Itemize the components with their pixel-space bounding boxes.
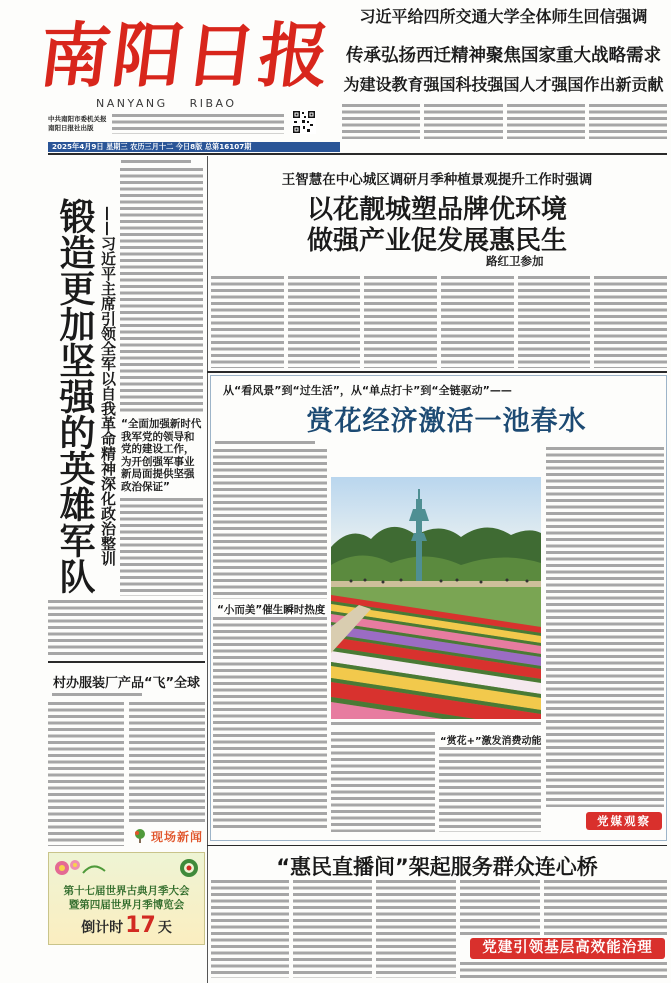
article-body-text xyxy=(507,104,585,139)
article-body-text xyxy=(546,447,664,807)
leaf-icon xyxy=(132,828,148,844)
article-body-text xyxy=(129,702,205,822)
byline-text xyxy=(215,441,315,445)
feature-tag: 党媒观察 xyxy=(586,812,662,830)
article-body-text xyxy=(544,880,667,935)
article-body-text xyxy=(441,276,514,368)
military-story-headline: 锻造更加坚强的英雄军队 xyxy=(54,198,95,594)
article-body-text xyxy=(594,276,667,368)
lead-story-headline-line-1: 传承弘扬西迁精神聚焦国家重大战略需求 xyxy=(346,46,661,66)
section-rule xyxy=(207,845,667,846)
article-body-text xyxy=(120,168,203,414)
ad-decoration xyxy=(53,857,200,879)
lead-story-body xyxy=(342,104,667,139)
article-body-text xyxy=(211,880,289,978)
military-story-subtitle: ——习近平主席引领全军以自我革命精神深化政治整训 xyxy=(99,206,117,566)
rose-story-headline-line-1: 以花靓城塑品牌优环境 xyxy=(306,195,567,225)
article-body-text xyxy=(424,104,502,139)
ad-countdown xyxy=(49,913,204,938)
ad-line-2: 暨第四届世界月季博览会 xyxy=(68,899,185,911)
masthead-organ: 中共南阳市委机关报 xyxy=(48,115,107,123)
military-story-pull-quote: “全面加强新时代我军党的领导和党的建设工作，为开创强军事业新局面提供坚强政治保证” xyxy=(121,418,202,493)
article-body-text xyxy=(460,880,540,935)
article-body-text xyxy=(518,276,591,368)
bottom-story-headline: “惠民直播间”架起服务群众连心桥 xyxy=(276,855,598,879)
lead-story-headline-line-2: 为建设教育强国科技强国人才强国作出新贡献 xyxy=(343,75,664,94)
masthead-info-text xyxy=(112,114,284,134)
feature-subhead-1: “小而美”催生瞬时热度 xyxy=(217,604,326,616)
article-body-text xyxy=(213,617,327,831)
article-body-text xyxy=(439,747,541,832)
section-rule xyxy=(207,371,667,373)
date-bar: 2025年4月9日 星期三 农历三月十二 今日8版 总第16107期 xyxy=(48,142,340,152)
flower-field-photo xyxy=(331,477,541,719)
article-body-text xyxy=(376,880,456,978)
masthead-publisher: 南阳日报社出版 xyxy=(48,124,94,132)
qr-code-icon xyxy=(292,110,316,134)
byline-text xyxy=(121,160,191,164)
article-body-text xyxy=(48,702,124,846)
live-news-logo xyxy=(132,826,205,846)
rose-story-kicker: 王智慧在中心城区调研月季种植景观提升工作时强调 xyxy=(281,172,593,188)
article-body-text xyxy=(293,880,372,978)
village-story-headline: 村办服装厂产品“飞”全球 xyxy=(52,676,201,691)
ad-countdown-unit: 天 xyxy=(157,920,172,936)
masthead-pinyin: NANYANG RIBAO xyxy=(96,97,237,110)
ad-countdown-value: 17 xyxy=(125,913,156,938)
feature-story-box xyxy=(210,375,667,841)
article-body-text xyxy=(211,276,284,368)
article-body-text xyxy=(213,449,327,599)
photo-caption-text xyxy=(331,722,541,726)
feature-headline: 赏花经济激活一池春水 xyxy=(306,406,587,437)
rose-story-attendee: 路红卫参加 xyxy=(486,254,544,268)
feature-kicker: 从“看风景”到“过生活”，从“单点打卡”到“全链驱动”—— xyxy=(223,384,512,397)
article-body-text xyxy=(460,962,667,978)
ad-line-1: 第十七届世界古典月季大会 xyxy=(63,885,190,897)
rose-story-headline-line-2: 做强产业促发展惠民生 xyxy=(306,226,567,256)
article-body-text xyxy=(120,498,203,596)
feature-subhead-2: “赏花+”激发消费动能 xyxy=(440,736,542,747)
article-body-text xyxy=(288,276,361,368)
promo-box[interactable]: 党建引领基层高效能治理 xyxy=(470,938,665,959)
byline-text xyxy=(52,693,142,697)
ad-countdown-prefix: 倒计时 xyxy=(81,920,124,936)
lead-story-kicker: 习近平给四所交通大学全体师生回信强调 xyxy=(359,7,648,26)
article-body-text xyxy=(331,732,435,832)
section-rule xyxy=(48,661,205,663)
live-news-label: 现场新闻 xyxy=(151,829,204,844)
masthead-title: 南阳日报 xyxy=(34,14,338,97)
expo-countdown-ad[interactable] xyxy=(48,852,205,945)
masthead-rule xyxy=(48,153,667,155)
article-body-text xyxy=(342,104,420,139)
article-body-text xyxy=(589,104,667,139)
article-body-text xyxy=(364,276,437,368)
rose-story-body xyxy=(211,276,667,368)
article-body-text xyxy=(48,600,203,656)
